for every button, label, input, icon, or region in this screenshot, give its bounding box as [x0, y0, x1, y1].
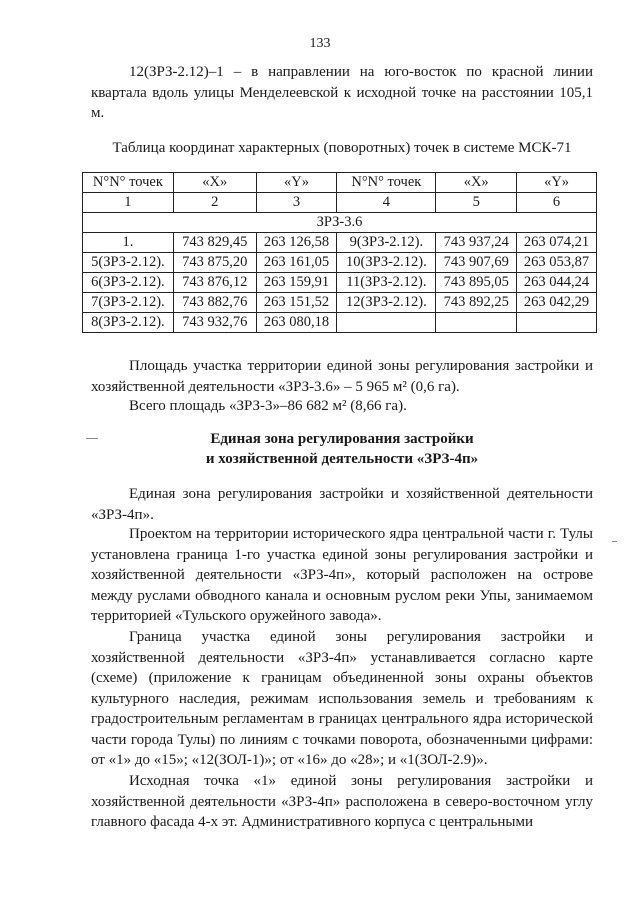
table-cell: 1. — [83, 233, 174, 253]
header-cell: «X» — [173, 173, 256, 193]
table-cell — [517, 313, 597, 333]
table-cell: 5(ЗРЗ-2.12). — [83, 253, 174, 273]
body-paragraph: Граница участка единой зоны регулирования застройки и хозяйственной деятельности «ЗРЗ-4п» устанавливается согласно карте (схеме) (приложение к границам объединенной зоны охраны объектов культурного наследия, режимам использования земель и требованиям к градостроительным регламентам в границах центрального ядра исторической части города Тулы) по линиям с точками поворота, обозначенными цифрами: от «1» до «15»; «12(ЗОЛ-1)»; от «16» до «28»; и «1(ЗОЛ-2.9)». — [91, 629, 593, 768]
body-paragraph: Исходная точка «1» единой зоны регулирования застройки и хозяйственной деятельности «ЗРЗ-4п» расположена в северо-восточном углу главного фасада 4-х эт. Административного корпуса с центральными — [91, 773, 593, 830]
intro-paragraph: 12(ЗРЗ-2.12)–1 – в направлении на юго-восток по красной линии квартала вдоль улицы Менделеевской к исходной точке на расстоянии 105,1 м. — [91, 64, 593, 121]
table-cell: 743 829,45 — [173, 233, 256, 253]
header-cell: «X» — [436, 173, 517, 193]
table-cell: 263 151,52 — [256, 293, 337, 313]
table-row — [83, 253, 597, 273]
table-cell: 12(ЗРЗ-2.12). — [337, 293, 436, 313]
table-cell: 7(ЗРЗ-2.12). — [83, 293, 174, 313]
table-cell: 743 932,76 — [173, 313, 256, 333]
table-row — [83, 233, 597, 253]
table-cell — [436, 313, 517, 333]
table-cell — [337, 313, 436, 333]
table-cell: 263 042,29 — [517, 293, 597, 313]
table-cell: 263 044,24 — [517, 273, 597, 293]
header-cell: N°N° точек — [337, 173, 436, 193]
table-cell: 11(ЗРЗ-2.12). — [337, 273, 436, 293]
column-number: 1 — [83, 193, 174, 213]
area-paragraph: Площадь участка территории единой зоны регулирования застройки и хозяйственной деятельности «ЗРЗ-3.6» – 5 965 м² (0,6 га). — [91, 358, 593, 395]
table-cell: 743 895,05 — [436, 273, 517, 293]
scan-mark — [612, 541, 617, 542]
column-number: 6 — [517, 193, 597, 213]
table-cell: 8(ЗРЗ-2.12). — [83, 313, 174, 333]
section-heading-line-1: Единая зона регулирования застройки — [210, 431, 474, 447]
column-number: 3 — [256, 193, 337, 213]
table-cell: 743 907,69 — [436, 253, 517, 273]
table-cell: 743 892,25 — [436, 293, 517, 313]
table-cell: 743 876,12 — [173, 273, 256, 293]
section-label: ЗРЗ-3.6 — [83, 213, 597, 233]
column-number: 2 — [173, 193, 256, 213]
column-number: 5 — [436, 193, 517, 213]
table-cell: 9(ЗРЗ-2.12). — [337, 233, 436, 253]
header-cell: «Y» — [517, 173, 597, 193]
table-cell: 263 159,91 — [256, 273, 337, 293]
table-row — [83, 273, 597, 293]
table-cell: 743 875,20 — [173, 253, 256, 273]
header-cell: «Y» — [256, 173, 337, 193]
body-paragraph: Проектом на территории исторического ядра центральной части г. Тулы установлена граница 1-го участка единой зоны регулирования застройки и хозяйственной деятельности «ЗРЗ-4п», который расположен на острове между руслами обводного канала и основным руслом реки Упы, занимаемом территорией «Тульского оружейного завода». — [91, 526, 593, 624]
table-cell: 263 053,87 — [517, 253, 597, 273]
table-cell: 10(ЗРЗ-2.12). — [337, 253, 436, 273]
header-cell: N°N° точек — [83, 173, 174, 193]
table-cell: 263 074,21 — [517, 233, 597, 253]
table-cell: 743 882,76 — [173, 293, 256, 313]
table-cell: 263 080,18 — [256, 313, 337, 333]
table-cell: 6(ЗРЗ-2.12). — [83, 273, 174, 293]
section-row — [83, 213, 597, 233]
section-heading-line-2: и хозяйственной деятельности «ЗРЗ-4п» — [205, 451, 479, 467]
body-paragraph: Единая зона регулирования застройки и хозяйственной деятельности «ЗРЗ-4п». — [91, 486, 593, 523]
column-number-row — [83, 193, 597, 213]
table-row — [83, 313, 597, 333]
column-number: 4 — [337, 193, 436, 213]
table-header-row — [83, 173, 597, 193]
total-area-paragraph: Всего площадь «ЗРЗ-3»–86 682 м² (8,66 га). — [129, 398, 407, 414]
table-caption: Таблица координат характерных (поворотных) точек в системе МСК-71 — [112, 140, 572, 156]
table-cell: 263 126,58 — [256, 233, 337, 253]
table-cell: 263 161,05 — [256, 253, 337, 273]
table-cell: 743 937,24 — [436, 233, 517, 253]
page-number: 133 — [309, 36, 331, 51]
table-row — [83, 293, 597, 313]
coordinates-table — [82, 172, 597, 333]
